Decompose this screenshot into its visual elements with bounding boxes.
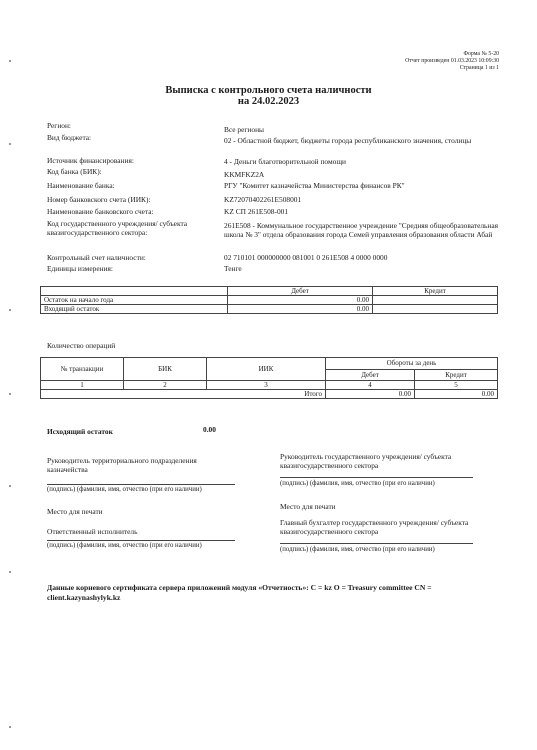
balance-table (40, 286, 498, 314)
scan-speck (9, 485, 11, 487)
col-bik: БИК (124, 358, 207, 381)
table-total-row (41, 390, 498, 399)
table-header-cell (41, 287, 228, 296)
field-label: Регион: (47, 121, 71, 130)
signature-caption: (подпись) (фамилия, имя, отчество (при его наличии) (280, 480, 435, 487)
page-number: Страница 1 из 1 (459, 65, 499, 71)
row-label: Входящий остаток (41, 305, 228, 314)
signature-line (280, 543, 473, 544)
field-value: 02 - Областной бюджет, бюджеты города республиканского значения, столицы (224, 136, 472, 145)
table-header-row (41, 287, 498, 296)
signature-caption: (подпись) (фамилия, имя, отчество (при его наличии) (47, 486, 202, 493)
row-debit: 0.00 (228, 296, 373, 305)
field-value: 4 - Деньги благотворительной помощи (224, 157, 346, 166)
stamp-place-right: Место для печати (280, 502, 336, 511)
right-head-title: Руководитель государственного учреждения/ субъекта квазигосударственного сектора (280, 452, 452, 470)
responsible-executor: Ответственный исполнитель (47, 527, 138, 536)
outgoing-balance-label: Исходящий остаток (47, 427, 113, 436)
field-value: Тенге (224, 264, 242, 273)
index-cell: 2 (124, 381, 207, 390)
operations-table (40, 357, 498, 399)
col-transaction: № транзакции (41, 358, 124, 381)
scan-speck (9, 726, 11, 728)
table-row (41, 305, 498, 314)
report-meta (405, 51, 499, 72)
field-label: Источник финансирования: (47, 156, 134, 165)
title-date: на 24.02.2023 (237, 96, 300, 107)
scan-speck (9, 393, 11, 395)
field-label: Вид бюджета: (47, 133, 92, 142)
table-header-cell: Кредит (373, 287, 498, 296)
col-iik: ИИК (207, 358, 326, 381)
table-header-row (41, 358, 498, 370)
row-debit: 0.00 (228, 305, 373, 314)
field-value: Все регионы (224, 125, 265, 134)
signature-line (47, 540, 235, 541)
scan-speck (9, 571, 11, 573)
stamp-place-left: Место для печати (47, 507, 103, 516)
certificate-info: Данные корневого сертификата сервера приложений модуля «Отчетность»: C = kz O = Treasury committee CN = client.kazynashylyk.kz (47, 583, 432, 602)
col-credit: Кредит (415, 369, 498, 381)
signature-line (47, 484, 235, 485)
signature-line (280, 477, 473, 478)
index-cell: 4 (326, 381, 415, 390)
field-value: KZ СП 261E508-001 (224, 207, 289, 216)
field-value: РГУ "Комитет казначейства Министерства финансов РК" (224, 181, 405, 190)
field-label: Код банка (БИК): (47, 167, 102, 176)
field-label: Наименование банка: (47, 181, 115, 190)
field-label: Код государственного учреждения/ субъекта квазигосударственного сектора: (47, 219, 188, 237)
report-generated: Отчет произведен 01.03.2023 10:09:30 (405, 58, 499, 64)
row-credit (373, 296, 498, 305)
col-turnover: Обороты за день (326, 358, 498, 370)
title-line-1: Выписка с контрольного счета наличности (165, 85, 372, 96)
field-label: Единицы измерения: (47, 264, 113, 273)
field-label: Контрольный счет наличности: (47, 253, 146, 262)
table-row (41, 296, 498, 305)
field-label: Наименование банковского счета: (47, 207, 154, 216)
index-cell: 3 (207, 381, 326, 390)
index-cell: 1 (41, 381, 124, 390)
field-value: KKMFKZ2A (224, 170, 265, 179)
total-label: Итого (41, 390, 326, 399)
field-label: Номер банковского счета (ИИК): (47, 195, 151, 204)
table-header-cell: Дебет (228, 287, 373, 296)
scan-speck (9, 60, 11, 62)
total-debit: 0.00 (326, 390, 415, 399)
signature-caption: (подпись) (фамилия, имя, отчество (при его наличии) (47, 542, 202, 549)
form-number: Форма № 5-20 (463, 51, 499, 57)
document-title (0, 85, 537, 107)
scan-speck (9, 143, 11, 145)
col-debit: Дебет (326, 369, 415, 381)
field-value: 261E508 - Коммунальное государственное учреждение "Средняя общеобразовательная школа № 3" отдела образования города Семей управления образования области Абай (224, 221, 499, 239)
scan-speck (9, 309, 11, 311)
row-credit (373, 305, 498, 314)
table-index-row (41, 381, 498, 390)
index-cell: 5 (415, 381, 498, 390)
field-value: KZ72070402261E508001 (224, 195, 302, 204)
outgoing-balance-value: 0.00 (203, 425, 216, 434)
total-credit: 0.00 (415, 390, 498, 399)
chief-accountant-title: Главный бухгалтер государственного учреждения/ субъекта квазигосударственного сектора (280, 518, 469, 536)
row-label: Остаток на начало года (41, 296, 228, 305)
operations-caption: Количество операций (47, 341, 116, 350)
signature-caption: (подпись) (фамилия, имя, отчество (при его наличии) (280, 546, 435, 553)
field-value: 02 710101 000000000 081001 0 261E508 4 0000 0000 (224, 253, 388, 262)
left-head-title: Руководитель территориального подразделения казначейства (47, 456, 197, 474)
